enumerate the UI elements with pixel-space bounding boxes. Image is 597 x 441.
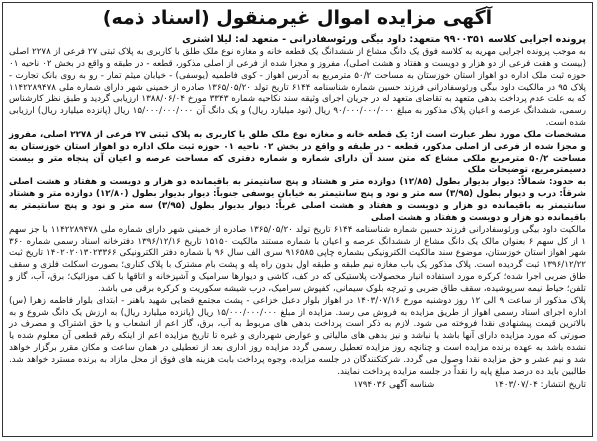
publication-date: تاریخ انتشار: ۱۴۰۳/۰۷/۰۴ <box>494 379 586 390</box>
paragraph-auction-terms: پلاک مذکور از ساعت ۹ الی ۱۲ روز دوشنبه مورخ ۱۴۰۳/۰۷/۱۶ در اهواز بلوار دعبل خزاعی - پشت مجتمع قضایی شهید باهنر - ابتدای بلوار فاطمه زهرا (س) اداره اجرای اسناد رسمی اهواز از طریق مزایده به فروش می رسد. مزایده از مبلغ ۱۵/۰۰۰/۰۰۰/۰۰۰ ریال (پانزده میلیارد ریال) به ارزش یک دانگ شروع و به بالاترین قیمت پیشنهادی نقدا فروخته می شود. لازم به ذکر است پرداخت بدهی های مربوط به آب، برق، گاز اعم از انشعاب و یا حق اشتراک و مصرف در صورتی که مورد مزایده دارای آنها باشد یا نباشد و نیز بدهی های مالیاتی و عوارض شهرداری و غیره تا تاریخ مزایده اعم از اینکه رقم قطعی آن معلوم شده یا نشده باشد به عهده برنده مزایده است و چنانچه روز مزایده تعطیل رسمی گردد مزایده روز اداری بعد از تعطیلی در همان ساعت و مکان مقرر برگزار خواهد شد و نیم عشر و حق مزایده نقدا وصول می گردد. شرکتکنندگان در جلسه مزایده، وجوه پرداخت بابت هزینه های فوق از محل مازاد به برنده مسترد خواهد شد. طالبین باید ده درصد مبلغ پایه را نقداً در جلسه مزایده پرداخت نمایند. <box>9 295 587 377</box>
notice-frame <box>2 2 593 437</box>
paragraph-ownership: مالکیت داود بیگی ورئوسفادرانی فرزند حسین شماره شناسنامه ۶۱۴۴ تاریخ تولد ۱۳۶۵/۰۵/۲۰ صادره از خمینی شهر دارای شماره ملی ۱۱۴۲۲۸۹۴۷۸ با جز سهم ۱ از کل سهم ۶ بعنوان مالک یک دانگ مشاع از ششدانگ عرصه و اعیان با شماره مستند مالکیت ۱۵۱۵۰ تاریخ ۱۳۹۶/۱۲/۱۶ دفترخانه اسناد رسمی شماره ۳۶۰ شهر اهواز استان خوزستان، موضوع سند مالکیت الکترونیکی بشماره چاپی ۹۱۶۵۸۵ سری الف سال ۹۶ با شماره دفتر الکترونیکی ۱۴۰۲۰۲۰۱۳۰۲۳۳۶۶ تاریخ ثبت ۱۳۹۶/۱۲/۲۲ ثبت گردیده است. پلاک مذکور یک باب مغازه نیم طبقه و طبقه اول بدون راه پله و پشت بام مشترک با پلاک کناری؛ بصورت اسکلت فلزی و سقف طاق ضربی اجرا شده؛ کرکره مورد استفاده انبار محصولات پلاستیکی که در کف، کاشی و دیوارها سرامیک و آشپزخانه و اتاقها با کف موزائیک؛ برق، آب، گاز و تلفن؛ حیاط نیمه سرپوشیده، سقف طاق ضربی و تیرچه بلوک سیمانی، کفپوش سرامیک، درب شیشه سکوریت و کرکره برقی می باشد. <box>9 224 586 294</box>
notice-page <box>3 3 592 436</box>
paragraph-specs: مشخصات ملک مورد نظر عبارت است از: یک قطعه خانه و مغازه نوع ملک طلق با کاربری به پلاک ثبتی ۲۷ فرعی از ۲۲۷۸ اصلی، مفروز و مجزا شده از فرعی از اصلی مذکور، قطعه - در طبقه و واقع در بخش ۰۲ ناحیه ۰۱ حوزه ثبت ملک اداره دو اهواز استان خوزستان به مساحت ۵۰/۲ مترمربع ملکی مشاع که متن سند آن دارای شماره و شماره دفتری که مساحت عرصه و اعیان آن پنجاه متر و بیست دسیمترمربع، توضیحات ملک <box>9 129 586 176</box>
notice-id: شناسه آگهی ۱۷۹۴۰۳۶ <box>353 379 435 390</box>
case-headline: پرونده اجرایی کلاسه ۹۹۰۰۳۵۱ متعهد: داود بیگی ورئوسفادرانی - متعهد له: لیلا اشتری <box>182 34 586 45</box>
notice-title: آگهی مزایده اموال غیرمنقول (اسناد ذمه) <box>102 7 493 29</box>
notice-footer <box>9 379 586 391</box>
paragraph-intro: به موجب پرونده اجرایی مهریه به کلاسه فوق یک دانگ مشاع از ششدانگ یک قطعه خانه و مغازه نوع ملک طلق با کاربری به پلاک ثبتی ۲۷ فرعی از ۲۲۷۸ اصلی (بیست و هفت فرعی از دو هزار و دویست و هفتاد و هشت اصلی)، مفروز و مجزا شده از فرعی از اصلی مذکور، قطعه - در طبقه و واقع در بخش ۰۲ ناحیه ۰۱ حوزه ثبت ملک اداره دو اهواز استان خوزستان به مساحت ۵۰/۲ مترمربع به آدرس اهواز - کوی فاطمیه (یوسفی) - خیابان میثم تمار - رو به روی بانک تجارت - پلاک ۹۵ در مالکیت داود بیگی ورئوسفادرانی فرزند حسین شماره شناسنامه ۶۱۴۴ تاریخ تولد ۱۳۶۵/۰۵/۲۰ صادره از خمینی شهر دارای شماره ملی ۱۱۴۲۲۸۹۴۷۸ که به علت عدم پرداخت بدهی متعهد به تقاضای متعهد له در جریان اجرای وثیقه سند نکاحیه شماره ۳۳۴۳ مورخ ۱۳۸۸/۰۶/۰۴ ارزیابی گردید و طبق نظر کارشناس رسمی، ششدانگ عرصه و اعیان پلاک مذکور به مبلغ ۹۰/۰۰۰/۰۰۰/۰۰۰ ریال (نود میلیارد ریال) و یک دانگ آن ۱۵/۰۰۰/۰۰۰/۰۰۰ ریال (پانزده میلیارد ریال) ارزیابی شده است. <box>9 47 587 129</box>
paragraph-boundaries: به حدود: شمالاً: دیوار بدیوار بطول (۱۲/۸۵) دوازده متر و هشتاد و پنج سانتیمتر به باقیمانده دو هزار و دویست و هفتاد و هشت اصلی شرقاً: درب و دیوار بطول (۳/۹۵) سه متر و نود و پنج سانتیمتر به خیابان یوسفی جنوباً: دیوار بدیوار بطول (۱۲/۸۰) دوازده متر و هشتاد سانتیمتر به باقیمانده دو هزار و دویست و هفتاد و هشت اصلی غرباً: دیوار بدیوار بطول (۳/۹۵) سه متر و نود و پنج سانتیمتر به باقیمانده دو هزار و دویست و هفتاد و هشت اصلی <box>9 177 586 223</box>
